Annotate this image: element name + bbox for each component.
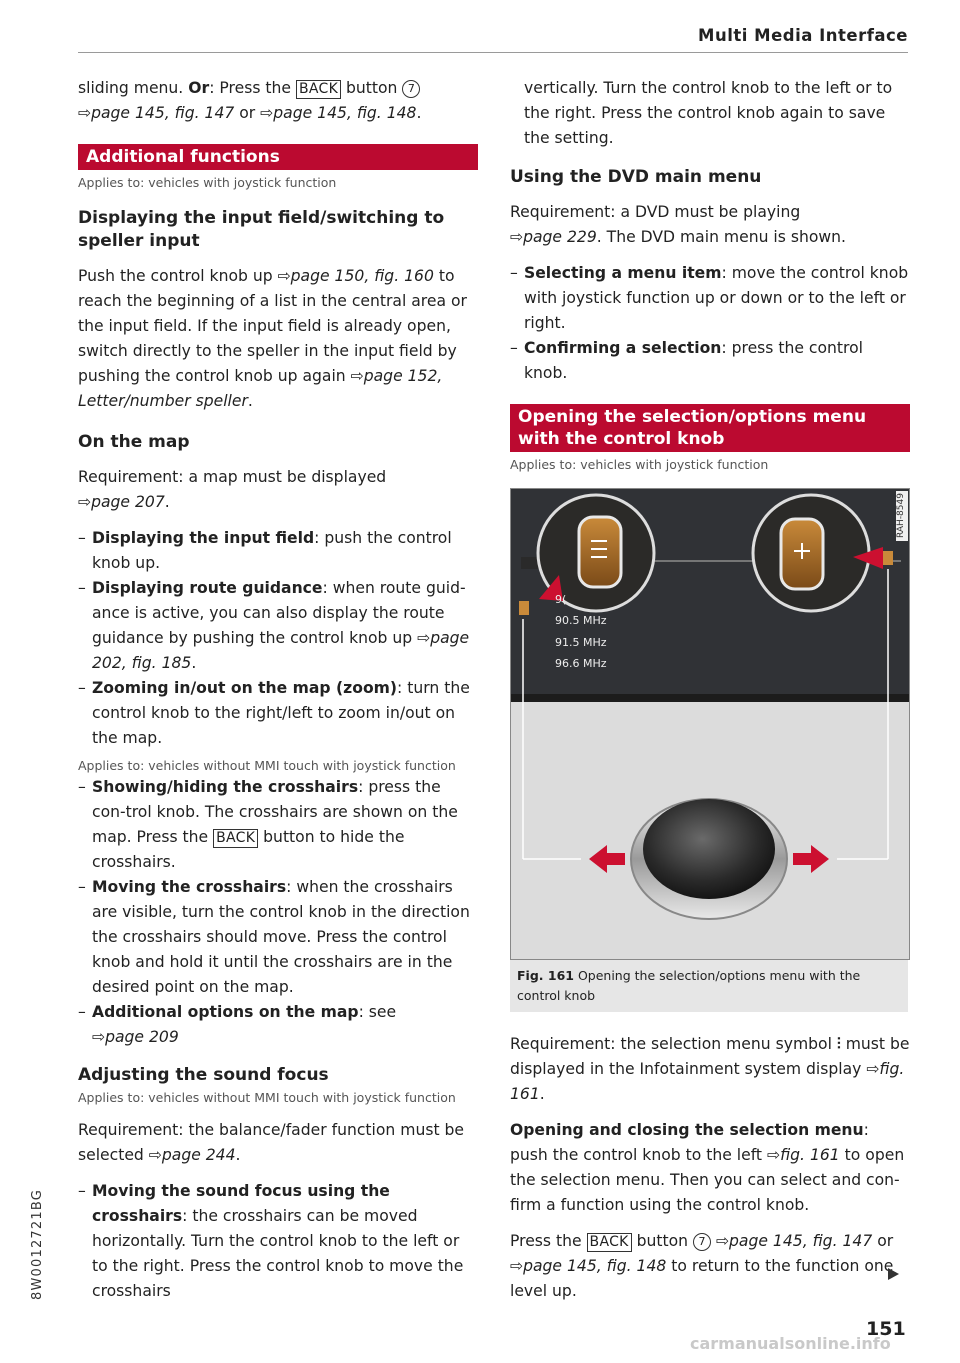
text: : when the crosshairs are visible, turn the control knob in the direction the crosshairs should move. Press the control knob and hold it until the crosshairs are in the desired point on the map. — [92, 878, 470, 996]
number-7-icon: 7 — [693, 1233, 711, 1251]
text: Requirement: the balance/fader function must be selected ⇨ — [78, 1121, 465, 1164]
text: . — [247, 392, 253, 410]
ref-arrow: ⇨ — [510, 228, 524, 246]
back-key: BACK — [296, 80, 341, 99]
text: sliding menu. — [78, 79, 189, 97]
map-requirement — [78, 465, 478, 515]
text: . The DVD main menu is shown. — [596, 228, 846, 246]
text: to return to the function one level up. — [510, 1257, 894, 1300]
back-key: BACK — [213, 829, 258, 848]
text: Moving the sound focus using the crosshairs — [92, 1182, 390, 1225]
ref-arrow: ⇨ — [92, 1028, 106, 1046]
xref-link[interactable]: page 145, fig. 148 — [273, 104, 417, 122]
page-header — [78, 24, 908, 53]
figure-illustration — [511, 489, 909, 959]
text: ⇨ — [711, 1232, 730, 1250]
text: Displaying the input field — [92, 529, 315, 547]
freq-item: 90.5 MHz — [555, 614, 607, 627]
text: button to hide the crosshairs. — [92, 828, 405, 871]
text: or ⇨ — [234, 104, 274, 122]
text: . — [539, 1085, 545, 1103]
selection-requirement — [510, 1032, 910, 1107]
freq-item: 91.5 MHz — [555, 636, 607, 649]
text: . — [164, 493, 170, 511]
text: Press the — [510, 1232, 587, 1250]
xref-link[interactable]: page 202, fig. 185 — [92, 629, 470, 672]
list-item: – Displaying the input field: push the control knob up. — [78, 529, 452, 572]
ref-arrow: ⇨ — [417, 629, 431, 647]
text: or ⇨ — [510, 1232, 894, 1275]
heading-on-map: On the map — [78, 432, 190, 452]
section-bar-selection-menu: Opening the selection/options menu with the control knob — [510, 404, 910, 452]
crosshair-list — [78, 775, 478, 1050]
list-item: – Showing/hiding the crosshairs: press the con-trol knob. The crosshairs are shown on the map. Press the BACK button to hide the crosshairs. — [78, 778, 458, 871]
ref-arrow: ⇨ — [78, 104, 92, 122]
text: to open the selection menu. Then you can select and con-firm a function using the control knob. — [510, 1146, 905, 1214]
back-paragraph — [510, 1229, 910, 1304]
text: . — [235, 1146, 241, 1164]
text: : push the control knob up. — [92, 529, 452, 572]
xref-link[interactable]: page 150, fig. 160 — [290, 267, 434, 285]
xref-link[interactable]: page 145, fig. 148 — [523, 1257, 667, 1275]
number-7-icon: 7 — [402, 80, 420, 98]
open-close-paragraph — [510, 1118, 910, 1218]
xref-link[interactable]: page 229 — [523, 228, 597, 246]
xref-link[interactable]: fig. 161 — [780, 1146, 840, 1164]
text: Requirement: a map must be displayed — [78, 468, 387, 486]
heading-sound-focus: Adjusting the sound focus — [78, 1065, 329, 1085]
right-column — [510, 76, 910, 1304]
text: button — [631, 1232, 693, 1250]
text: Showing/hiding the crosshairs — [92, 778, 359, 796]
xref-link[interactable]: page 145, fig. 147 — [91, 104, 235, 122]
xref-link[interactable]: fig. 161 — [510, 1060, 905, 1103]
xref-link[interactable]: page 145, fig. 147 — [729, 1232, 873, 1250]
heading-input-field: Displaying the input field/switching to speller input — [78, 208, 445, 251]
applies-note: Applies to: vehicles with joystick function — [510, 457, 769, 472]
watermark-text: carmanualsonline.info — [690, 1334, 891, 1353]
applies-note: Applies to: vehicles with joystick function — [78, 175, 337, 190]
text: : turn the control knob to the right/left to zoom in/out on the map. — [92, 679, 470, 747]
text: Opening and closing the selection menu — [510, 1121, 864, 1139]
list-item: – Selecting a menu item: move the control knob with joystick function up or down or to the left or right. — [510, 264, 909, 332]
header-title: Multi Media Interface — [698, 26, 908, 45]
text: Moving the crosshairs — [92, 878, 287, 896]
text: . — [191, 654, 197, 672]
dvd-requirement — [510, 200, 910, 250]
heading-dvd: Using the DVD main menu — [510, 167, 762, 187]
back-key: BACK — [587, 1233, 632, 1252]
text: Opening the selection/options menu with the control knob — [517, 968, 861, 1003]
text: : move the control knob with joystick function up or down or to the left or right. — [524, 264, 909, 332]
text: Displaying route guidance — [92, 579, 323, 597]
xref-link[interactable]: page 207 — [91, 493, 165, 511]
text: . — [416, 104, 422, 122]
text: Requirement: the selection menu symbol — [510, 1035, 837, 1053]
dvd-list — [510, 261, 910, 386]
text: : the crosshairs can be moved horizontally. Turn the control knob to the left or to the right. Press the control knob to move the crosshairs — [92, 1207, 464, 1300]
freq-item: 96.6 MHz — [555, 657, 607, 670]
list-item: – Moving the crosshairs: when the crosshairs are visible, turn the control knob in the direction the crosshairs should move. Press the control knob and hold it until the crosshairs are in the desired point on the map. — [78, 878, 470, 996]
map-list — [78, 526, 478, 751]
text: : see — [358, 1003, 397, 1021]
text: Or — [188, 79, 210, 97]
applies-note: Applies to: vehicles without MMI touch with joystick function — [78, 1090, 456, 1105]
page-number: 151 — [866, 1318, 906, 1340]
applies-note: Applies to: vehicles without MMI touch with joystick function — [78, 758, 456, 773]
list-item: – Zooming in/out on the map (zoom): turn the control knob to the right/left to zoom in/out on the map. — [78, 679, 470, 747]
selection-menu-icon: ⫶ — [836, 1035, 841, 1053]
list-item: – Confirming a selection: press the control knob. — [510, 339, 863, 382]
figure-161 — [510, 488, 910, 960]
intro-paragraph — [78, 76, 478, 126]
xref-link[interactable]: page 152, Letter/number speller — [78, 367, 443, 410]
continued-paragraph: vertically. Turn the control knob to the left or to the right. Press the control knob again to save the setting. — [524, 79, 893, 147]
left-column — [78, 76, 478, 1304]
control-knob-top — [643, 799, 775, 899]
text: : Press the — [209, 79, 296, 97]
list-item: – Additional options on the map: see ⇨page 209 — [78, 1003, 397, 1046]
xref-link[interactable]: page 244 — [161, 1146, 236, 1164]
document-code: 8W0012721BG — [30, 1189, 45, 1300]
freq-partial: 9( — [555, 593, 567, 606]
text: Requirement: a DVD must be playing — [510, 203, 801, 221]
text: must be displayed in the Infotainment system display ⇨ — [510, 1035, 910, 1078]
ref-arrow: ⇨ — [78, 493, 92, 511]
sound-requirement — [78, 1118, 478, 1168]
xref-link[interactable]: page 209 — [105, 1028, 179, 1046]
text: to reach the beginning of a list in the central area or the input field. If the input field is already open, switch directly to the speller in the input field by pushing the control knob up again ⇨ — [78, 267, 467, 385]
text: : press the control knob. — [524, 339, 863, 382]
list-item: – Displaying route guidance: when route guid-ance is active, you can also display the route guidance by pushing the control knob up ⇨page 202, fig. 185. — [78, 579, 470, 672]
list-item: – Moving the sound focus using the crosshairs: the crosshairs can be moved horizontally. Turn the control knob to the left or to the right. Press the control knob to move the crosshairs — [78, 1182, 464, 1300]
input-paragraph — [78, 264, 478, 414]
figure-label: Fig. 161 — [517, 968, 574, 983]
text: Zooming in/out on the map (zoom) — [92, 679, 398, 697]
continue-arrow-icon — [888, 1268, 899, 1280]
text: : when route guid-ance is active, you can also display the route guidance by pushing the control knob up — [92, 579, 466, 647]
text: Additional options on the map — [92, 1003, 359, 1021]
figure-code: RAH-8549 — [896, 493, 906, 538]
text: : press the con-trol knob. The crosshairs are shown on the map. Press the — [92, 778, 458, 846]
text: Push the control knob up ⇨ — [78, 267, 291, 285]
text: Confirming a selection — [524, 339, 722, 357]
text: Selecting a menu item — [524, 264, 722, 282]
text: button — [341, 79, 403, 97]
figure-caption — [510, 960, 908, 1012]
text: : push the control knob to the left ⇨ — [510, 1121, 869, 1164]
section-bar-additional: Additional functions — [78, 144, 478, 170]
